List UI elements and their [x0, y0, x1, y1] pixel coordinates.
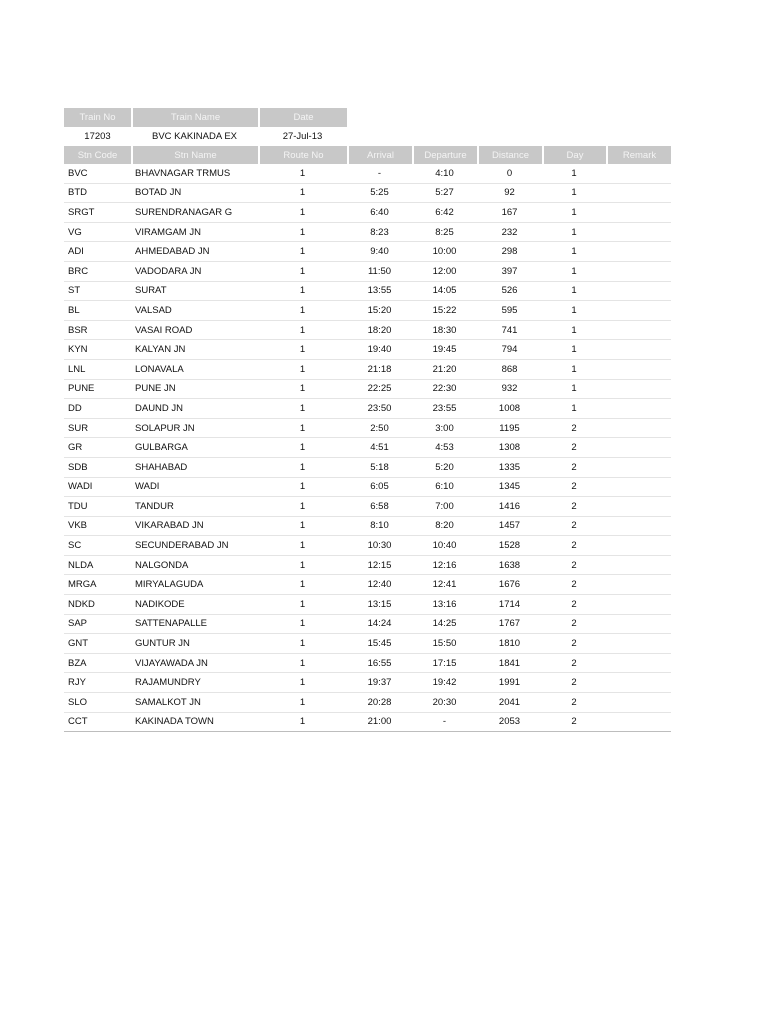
- day-cell: 1: [542, 360, 606, 380]
- distance-cell: 232: [477, 223, 542, 243]
- route-no-cell: 1: [258, 282, 347, 302]
- departure-cell: 19:42: [412, 673, 477, 693]
- route-no-cell: 1: [258, 595, 347, 615]
- distance-cell: 1676: [477, 575, 542, 595]
- remark-cell: [606, 536, 671, 556]
- stn-name-cell: SURAT: [131, 282, 258, 302]
- table-row: [64, 693, 671, 713]
- table-row: [64, 654, 671, 674]
- route-no-cell: 1: [258, 673, 347, 693]
- route-no-cell: 1: [258, 419, 347, 439]
- remark-cell: [606, 223, 671, 243]
- stn-code-cell: BL: [64, 301, 131, 321]
- stn-name-header: Stn Name: [131, 146, 258, 164]
- arrival-cell: 12:40: [347, 575, 412, 595]
- remark-cell: [606, 164, 671, 184]
- table-row: [64, 184, 671, 204]
- remark-header: Remark: [606, 146, 671, 164]
- stn-code-cell: CCT: [64, 713, 131, 733]
- day-cell: 2: [542, 536, 606, 556]
- table-row: [64, 536, 671, 556]
- arrival-cell: 19:37: [347, 673, 412, 693]
- table-row: [64, 242, 671, 262]
- stn-code-cell: PUNE: [64, 380, 131, 400]
- departure-cell: 14:05: [412, 282, 477, 302]
- stn-code-cell: SAP: [64, 615, 131, 635]
- distance-cell: 1528: [477, 536, 542, 556]
- arrival-cell: -: [347, 164, 412, 184]
- train-info-table: [64, 108, 347, 146]
- arrival-cell: 22:25: [347, 380, 412, 400]
- route-no-cell: 1: [258, 164, 347, 184]
- stn-name-cell: WADI: [131, 478, 258, 498]
- arrival-cell: 9:40: [347, 242, 412, 262]
- table-row: [64, 556, 671, 576]
- route-no-cell: 1: [258, 184, 347, 204]
- departure-cell: 5:20: [412, 458, 477, 478]
- stn-code-cell: NLDA: [64, 556, 131, 576]
- stn-code-cell: SC: [64, 536, 131, 556]
- remark-cell: [606, 321, 671, 341]
- stn-name-cell: KALYAN JN: [131, 340, 258, 360]
- stn-name-cell: BOTAD JN: [131, 184, 258, 204]
- table-row: [64, 203, 671, 223]
- arrival-cell: 15:20: [347, 301, 412, 321]
- table-row: [64, 438, 671, 458]
- table-row: [64, 340, 671, 360]
- departure-cell: 7:00: [412, 497, 477, 517]
- remark-cell: [606, 301, 671, 321]
- table-row: [64, 360, 671, 380]
- route-no-cell: 1: [258, 340, 347, 360]
- table-row: [64, 301, 671, 321]
- distance-cell: 1335: [477, 458, 542, 478]
- stn-name-cell: NADIKODE: [131, 595, 258, 615]
- arrival-cell: 2:50: [347, 419, 412, 439]
- date-header: Date: [258, 108, 347, 127]
- stn-code-cell: VKB: [64, 517, 131, 537]
- table-row: [64, 575, 671, 595]
- day-cell: 2: [542, 634, 606, 654]
- stn-name-cell: VASAI ROAD: [131, 321, 258, 341]
- departure-cell: -: [412, 713, 477, 733]
- departure-cell: 8:25: [412, 223, 477, 243]
- departure-cell: 6:10: [412, 478, 477, 498]
- stn-code-cell: DD: [64, 399, 131, 419]
- day-cell: 2: [542, 556, 606, 576]
- table-row: [64, 321, 671, 341]
- departure-cell: 14:25: [412, 615, 477, 635]
- distance-cell: 397: [477, 262, 542, 282]
- day-cell: 1: [542, 301, 606, 321]
- distance-cell: 92: [477, 184, 542, 204]
- distance-header: Distance: [477, 146, 542, 164]
- departure-cell: 4:10: [412, 164, 477, 184]
- departure-cell: 21:20: [412, 360, 477, 380]
- table-row: [64, 419, 671, 439]
- remark-cell: [606, 595, 671, 615]
- departure-cell: 19:45: [412, 340, 477, 360]
- table-row: [64, 458, 671, 478]
- route-no-cell: 1: [258, 301, 347, 321]
- train-name-header: Train Name: [131, 108, 258, 127]
- stn-name-cell: SECUNDERABAD JN: [131, 536, 258, 556]
- table-row: [64, 497, 671, 517]
- stn-name-cell: SHAHABAD: [131, 458, 258, 478]
- stn-code-cell: BTD: [64, 184, 131, 204]
- stn-name-cell: NALGONDA: [131, 556, 258, 576]
- arrival-cell: 21:18: [347, 360, 412, 380]
- stn-name-cell: LONAVALA: [131, 360, 258, 380]
- day-header: Day: [542, 146, 606, 164]
- arrival-cell: 11:50: [347, 262, 412, 282]
- arrival-cell: 4:51: [347, 438, 412, 458]
- day-cell: 2: [542, 615, 606, 635]
- stn-code-cell: SRGT: [64, 203, 131, 223]
- distance-cell: 1457: [477, 517, 542, 537]
- remark-cell: [606, 673, 671, 693]
- table-row: [64, 517, 671, 537]
- table-row: [64, 595, 671, 615]
- route-no-cell: 1: [258, 615, 347, 635]
- day-cell: 2: [542, 575, 606, 595]
- route-no-cell: 1: [258, 438, 347, 458]
- route-no-cell: 1: [258, 223, 347, 243]
- stn-code-cell: NDKD: [64, 595, 131, 615]
- distance-cell: 0: [477, 164, 542, 184]
- stn-code-cell: BVC: [64, 164, 131, 184]
- stn-name-cell: BHAVNAGAR TRMUS: [131, 164, 258, 184]
- departure-cell: 13:16: [412, 595, 477, 615]
- stn-name-cell: SAMALKOT JN: [131, 693, 258, 713]
- route-no-cell: 1: [258, 575, 347, 595]
- arrival-cell: 21:00: [347, 713, 412, 733]
- stn-name-cell: AHMEDABAD JN: [131, 242, 258, 262]
- table-row: [64, 282, 671, 302]
- departure-header: Departure: [412, 146, 477, 164]
- distance-cell: 1810: [477, 634, 542, 654]
- table-row: [64, 713, 671, 733]
- day-cell: 1: [542, 399, 606, 419]
- route-no-cell: 1: [258, 517, 347, 537]
- train-info-value-row: [64, 127, 347, 146]
- stn-code-cell: SLO: [64, 693, 131, 713]
- departure-cell: 15:50: [412, 634, 477, 654]
- remark-cell: [606, 203, 671, 223]
- distance-cell: 1416: [477, 497, 542, 517]
- stn-name-cell: GUNTUR JN: [131, 634, 258, 654]
- arrival-cell: 20:28: [347, 693, 412, 713]
- departure-cell: 4:53: [412, 438, 477, 458]
- remark-cell: [606, 713, 671, 733]
- remark-cell: [606, 419, 671, 439]
- route-no-cell: 1: [258, 654, 347, 674]
- table-row: [64, 615, 671, 635]
- schedule-table: [64, 146, 671, 732]
- table-row: [64, 262, 671, 282]
- table-row: [64, 634, 671, 654]
- route-no-cell: 1: [258, 478, 347, 498]
- arrival-cell: 15:45: [347, 634, 412, 654]
- departure-cell: 20:30: [412, 693, 477, 713]
- stn-code-cell: RJY: [64, 673, 131, 693]
- day-cell: 2: [542, 458, 606, 478]
- stn-name-cell: RAJAMUNDRY: [131, 673, 258, 693]
- remark-cell: [606, 438, 671, 458]
- distance-cell: 298: [477, 242, 542, 262]
- stn-code-cell: VG: [64, 223, 131, 243]
- schedule-body: [64, 164, 671, 732]
- route-no-cell: 1: [258, 693, 347, 713]
- remark-cell: [606, 556, 671, 576]
- train-name-value: BVC KAKINADA EX: [151, 131, 237, 142]
- route-no-cell: 1: [258, 380, 347, 400]
- route-no-cell: 1: [258, 360, 347, 380]
- departure-cell: 23:55: [412, 399, 477, 419]
- day-cell: 1: [542, 164, 606, 184]
- stn-code-cell: TDU: [64, 497, 131, 517]
- remark-cell: [606, 282, 671, 302]
- day-cell: 2: [542, 478, 606, 498]
- table-row: [64, 380, 671, 400]
- distance-cell: 741: [477, 321, 542, 341]
- stn-name-cell: DAUND JN: [131, 399, 258, 419]
- distance-cell: 1841: [477, 654, 542, 674]
- departure-cell: 17:15: [412, 654, 477, 674]
- route-no-cell: 1: [258, 399, 347, 419]
- remark-cell: [606, 458, 671, 478]
- day-cell: 2: [542, 693, 606, 713]
- stn-code-cell: BSR: [64, 321, 131, 341]
- remark-cell: [606, 399, 671, 419]
- route-no-cell: 1: [258, 713, 347, 733]
- distance-cell: 1345: [477, 478, 542, 498]
- arrival-cell: 12:15: [347, 556, 412, 576]
- table-row: [64, 673, 671, 693]
- table-row: [64, 399, 671, 419]
- day-cell: 2: [542, 713, 606, 733]
- stn-code-cell: KYN: [64, 340, 131, 360]
- distance-cell: 794: [477, 340, 542, 360]
- distance-cell: 1714: [477, 595, 542, 615]
- stn-code-cell: SDB: [64, 458, 131, 478]
- distance-cell: 526: [477, 282, 542, 302]
- train-no-value: 17203: [84, 131, 111, 142]
- departure-cell: 12:16: [412, 556, 477, 576]
- stn-code-cell: ST: [64, 282, 131, 302]
- arrival-cell: 5:18: [347, 458, 412, 478]
- date-value: 27-Jul-13: [282, 131, 323, 142]
- remark-cell: [606, 634, 671, 654]
- route-no-cell: 1: [258, 321, 347, 341]
- day-cell: 1: [542, 184, 606, 204]
- distance-cell: 932: [477, 380, 542, 400]
- stn-code-cell: SUR: [64, 419, 131, 439]
- departure-cell: 22:30: [412, 380, 477, 400]
- day-cell: 2: [542, 438, 606, 458]
- route-no-cell: 1: [258, 242, 347, 262]
- departure-cell: 10:00: [412, 242, 477, 262]
- remark-cell: [606, 575, 671, 595]
- stn-code-cell: ADI: [64, 242, 131, 262]
- arrival-cell: 8:23: [347, 223, 412, 243]
- route-no-cell: 1: [258, 497, 347, 517]
- route-no-cell: 1: [258, 556, 347, 576]
- stn-code-cell: MRGA: [64, 575, 131, 595]
- train-info-header-row: [64, 108, 347, 127]
- stn-code-cell: BZA: [64, 654, 131, 674]
- stn-name-cell: SOLAPUR JN: [131, 419, 258, 439]
- day-cell: 2: [542, 517, 606, 537]
- departure-cell: 15:22: [412, 301, 477, 321]
- stn-name-cell: KAKINADA TOWN: [131, 713, 258, 733]
- day-cell: 1: [542, 203, 606, 223]
- remark-cell: [606, 340, 671, 360]
- table-row: [64, 223, 671, 243]
- stn-name-cell: SURENDRANAGAR G: [131, 203, 258, 223]
- day-cell: 2: [542, 654, 606, 674]
- stn-code-cell: GNT: [64, 634, 131, 654]
- stn-code-cell: GR: [64, 438, 131, 458]
- arrival-cell: 16:55: [347, 654, 412, 674]
- day-cell: 1: [542, 282, 606, 302]
- route-no-cell: 1: [258, 634, 347, 654]
- route-no-cell: 1: [258, 203, 347, 223]
- distance-cell: 1767: [477, 615, 542, 635]
- departure-cell: 10:40: [412, 536, 477, 556]
- departure-cell: 8:20: [412, 517, 477, 537]
- table-row: [64, 478, 671, 498]
- arrival-cell: 10:30: [347, 536, 412, 556]
- remark-cell: [606, 184, 671, 204]
- route-no-cell: 1: [258, 262, 347, 282]
- distance-cell: 2053: [477, 713, 542, 733]
- remark-cell: [606, 654, 671, 674]
- table-row: [64, 164, 671, 184]
- stn-name-cell: TANDUR: [131, 497, 258, 517]
- arrival-cell: 8:10: [347, 517, 412, 537]
- arrival-cell: 6:58: [347, 497, 412, 517]
- distance-cell: 1991: [477, 673, 542, 693]
- distance-cell: 167: [477, 203, 542, 223]
- distance-cell: 2041: [477, 693, 542, 713]
- departure-cell: 18:30: [412, 321, 477, 341]
- stn-name-cell: MIRYALAGUDA: [131, 575, 258, 595]
- arrival-cell: 14:24: [347, 615, 412, 635]
- route-no-header: Route No: [258, 146, 347, 164]
- stn-name-cell: GULBARGA: [131, 438, 258, 458]
- remark-cell: [606, 380, 671, 400]
- distance-cell: 1638: [477, 556, 542, 576]
- day-cell: 1: [542, 340, 606, 360]
- day-cell: 2: [542, 595, 606, 615]
- remark-cell: [606, 693, 671, 713]
- day-cell: 1: [542, 321, 606, 341]
- arrival-cell: 13:15: [347, 595, 412, 615]
- remark-cell: [606, 262, 671, 282]
- stn-code-cell: WADI: [64, 478, 131, 498]
- arrival-header: Arrival: [347, 146, 412, 164]
- train-no-header: Train No: [64, 108, 131, 127]
- arrival-cell: 6:40: [347, 203, 412, 223]
- stn-code-cell: BRC: [64, 262, 131, 282]
- arrival-cell: 6:05: [347, 478, 412, 498]
- stn-code-cell: LNL: [64, 360, 131, 380]
- arrival-cell: 13:55: [347, 282, 412, 302]
- stn-name-cell: VALSAD: [131, 301, 258, 321]
- departure-cell: 5:27: [412, 184, 477, 204]
- day-cell: 2: [542, 419, 606, 439]
- day-cell: 1: [542, 380, 606, 400]
- stn-name-cell: VIRAMGAM JN: [131, 223, 258, 243]
- remark-cell: [606, 615, 671, 635]
- arrival-cell: 18:20: [347, 321, 412, 341]
- distance-cell: 1308: [477, 438, 542, 458]
- distance-cell: 868: [477, 360, 542, 380]
- day-cell: 1: [542, 223, 606, 243]
- remark-cell: [606, 360, 671, 380]
- departure-cell: 12:00: [412, 262, 477, 282]
- remark-cell: [606, 242, 671, 262]
- route-no-cell: 1: [258, 458, 347, 478]
- distance-cell: 595: [477, 301, 542, 321]
- stn-name-cell: SATTENAPALLE: [131, 615, 258, 635]
- departure-cell: 3:00: [412, 419, 477, 439]
- remark-cell: [606, 478, 671, 498]
- day-cell: 1: [542, 242, 606, 262]
- day-cell: 1: [542, 262, 606, 282]
- distance-cell: 1008: [477, 399, 542, 419]
- day-cell: 2: [542, 673, 606, 693]
- departure-cell: 6:42: [412, 203, 477, 223]
- remark-cell: [606, 497, 671, 517]
- arrival-cell: 5:25: [347, 184, 412, 204]
- stn-name-cell: VIKARABAD JN: [131, 517, 258, 537]
- remark-cell: [606, 517, 671, 537]
- route-no-cell: 1: [258, 536, 347, 556]
- departure-cell: 12:41: [412, 575, 477, 595]
- stn-name-cell: VADODARA JN: [131, 262, 258, 282]
- arrival-cell: 19:40: [347, 340, 412, 360]
- schedule-header-row: [64, 146, 671, 164]
- day-cell: 2: [542, 497, 606, 517]
- distance-cell: 1195: [477, 419, 542, 439]
- stn-code-header: Stn Code: [64, 146, 131, 164]
- stn-name-cell: PUNE JN: [131, 380, 258, 400]
- stn-name-cell: VIJAYAWADA JN: [131, 654, 258, 674]
- arrival-cell: 23:50: [347, 399, 412, 419]
